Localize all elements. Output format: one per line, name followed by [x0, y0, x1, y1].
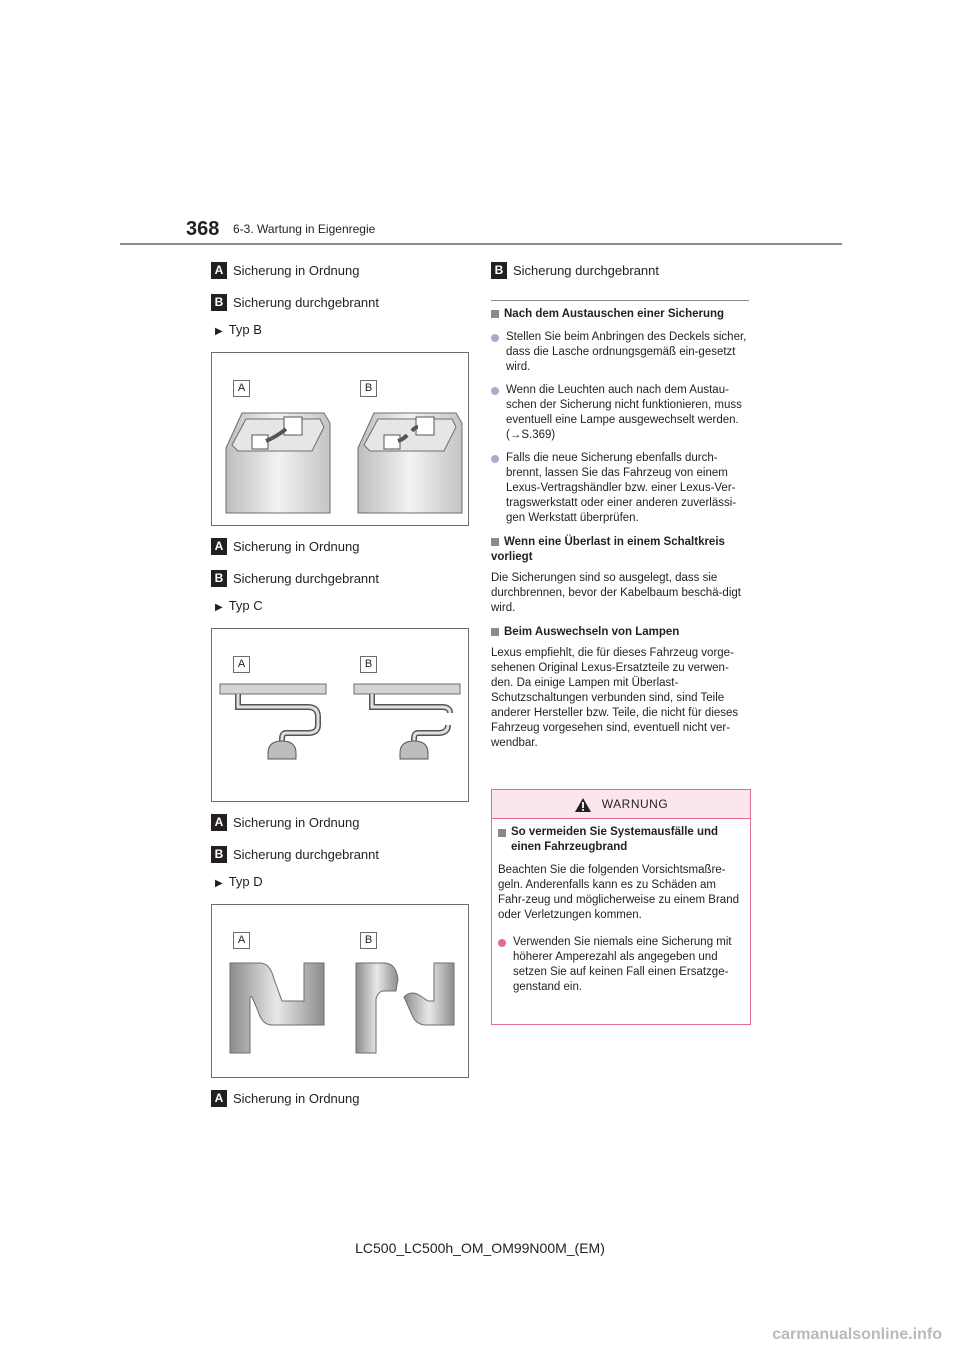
badge-b: B — [211, 294, 227, 311]
typ-c-heading — [215, 598, 263, 613]
label-text: Sicherung in Ordnung — [233, 1091, 360, 1107]
bullet-item: Falls die neue Sicherung ebenfalls durch-brennt, lassen Sie das Fahrzeug von einem Lexus-Vertragshändler bzw. einer Lexus-Ver-tragswerkstatt oder einer anderen zuverlässi-gen Werkstatt überprüfen. — [491, 451, 749, 526]
section-text: Lexus empfiehlt, die für dieses Fahrzeug vorge-sehenen Original Lexus-Ersatzteile zu verwen-den. Da einige Lampen mit Überlast-Schutzschaltungen verbunden sind, sind Teile anderer Hersteller bzw. Teile, die nicht für dieses Fahrzeug vorgesehen sind, eventuell nicht ver-wendbar. — [491, 647, 739, 749]
dot-bullet-icon — [498, 939, 506, 947]
label-text: Sicherung in Ordnung — [233, 815, 360, 831]
fuse-blade-illustration — [212, 905, 468, 1077]
section-title: 6-3. Wartung in Eigenregie — [233, 222, 376, 236]
fuse-box-illustration — [212, 353, 468, 525]
figure-letter-b: B — [360, 656, 377, 673]
label-row-b — [211, 294, 379, 312]
label-row-a — [211, 538, 359, 556]
label-text: Sicherung durchgebrannt — [233, 571, 379, 587]
warning-bullet: Verwenden Sie niemals eine Sicherung mit höherer Amperezahl als angegeben und setzen Sie auf keinen Fall einen Ersatzge-genstand ein. — [498, 935, 744, 995]
label-row-a — [211, 262, 359, 280]
label-text: Sicherung durchgebrannt — [233, 295, 379, 311]
figure-typ-c — [211, 628, 469, 802]
bullet-item: Wenn die Leuchten auch nach dem Austau-schen der Sicherung nicht funktionieren, muss eventuell eine Lampe ausgewechselt werden. (→S.369) — [491, 383, 749, 443]
section-heading: Wenn eine Überlast in einem Schaltkreis vorliegt — [491, 536, 725, 563]
triangle-icon: ▶ — [215, 878, 223, 889]
warning-body — [492, 819, 750, 995]
document-code: LC500_LC500h_OM_OM99N00M_(EM) — [355, 1240, 605, 1256]
label-text: Sicherung durchgebrannt — [513, 263, 659, 279]
header-divider — [120, 243, 842, 245]
typ-d-heading — [215, 874, 263, 889]
square-bullet-icon — [491, 310, 499, 318]
dot-bullet-icon — [491, 334, 499, 342]
label-row-b — [211, 570, 379, 588]
bullet-item: Stellen Sie beim Anbringen des Deckels sicher, dass die Lasche ordnungsgemäß ein-gesetzt wird. — [491, 330, 749, 375]
watermark: carmanualsonline.info — [772, 1326, 942, 1343]
triangle-icon: ▶ — [215, 602, 223, 613]
warning-header — [492, 790, 750, 819]
label-text: Sicherung in Ordnung — [233, 263, 360, 279]
badge-b: B — [211, 570, 227, 587]
dot-bullet-icon — [491, 387, 499, 395]
badge-a: A — [211, 262, 227, 279]
square-bullet-icon — [491, 538, 499, 546]
figure-typ-b — [211, 352, 469, 526]
label-row-a — [211, 1090, 359, 1108]
right-column-content — [491, 307, 749, 751]
label-row-a — [211, 814, 359, 832]
typ-label: Typ C — [228, 598, 263, 613]
warning-heading: So vermeiden Sie Systemausfälle und einen Fahrzeugbrand — [498, 825, 744, 855]
badge-a: A — [211, 538, 227, 555]
section-heading: Nach dem Austauschen einer Sicherung — [491, 307, 749, 322]
section-heading: Beim Auswechseln von Lampen — [491, 625, 749, 640]
triangle-icon: ▶ — [215, 326, 223, 337]
section-divider — [491, 300, 749, 301]
badge-a: A — [211, 814, 227, 831]
badge-a: A — [211, 1090, 227, 1107]
label-row-b — [211, 846, 379, 864]
warning-title: WARNUNG — [601, 797, 669, 811]
typ-label: Typ D — [228, 874, 263, 889]
badge-b: B — [491, 262, 507, 279]
warning-icon — [574, 797, 592, 813]
typ-b-heading — [215, 322, 262, 337]
label-text: Sicherung in Ordnung — [233, 539, 360, 555]
label-row-b — [491, 262, 659, 280]
fuse-strip-illustration — [212, 629, 468, 801]
dot-bullet-icon — [491, 455, 499, 463]
square-bullet-icon — [498, 829, 506, 837]
warning-text: Beachten Sie die folgenden Vorsichtsmaßre-geln. Anderenfalls kann es zu Schäden am Fahr-zeug und möglicherweise zu einem Brand oder Verletzungen kommen. — [498, 864, 739, 921]
warning-box — [491, 789, 751, 1025]
label-text: Sicherung durchgebrannt — [233, 847, 379, 863]
page-number: 368 — [186, 218, 220, 240]
figure-letter-b: B — [360, 380, 377, 397]
figure-letter-a: A — [233, 932, 250, 949]
figure-letter-b: B — [360, 932, 377, 949]
section-text: Die Sicherungen sind so ausgelegt, dass sie durchbrennen, bevor der Kabelbaum beschä-digt wird. — [491, 572, 741, 614]
badge-b: B — [211, 846, 227, 863]
typ-label: Typ B — [228, 322, 262, 337]
figure-typ-d — [211, 904, 469, 1078]
figure-letter-a: A — [233, 380, 250, 397]
square-bullet-icon — [491, 628, 499, 636]
figure-letter-a: A — [233, 656, 250, 673]
